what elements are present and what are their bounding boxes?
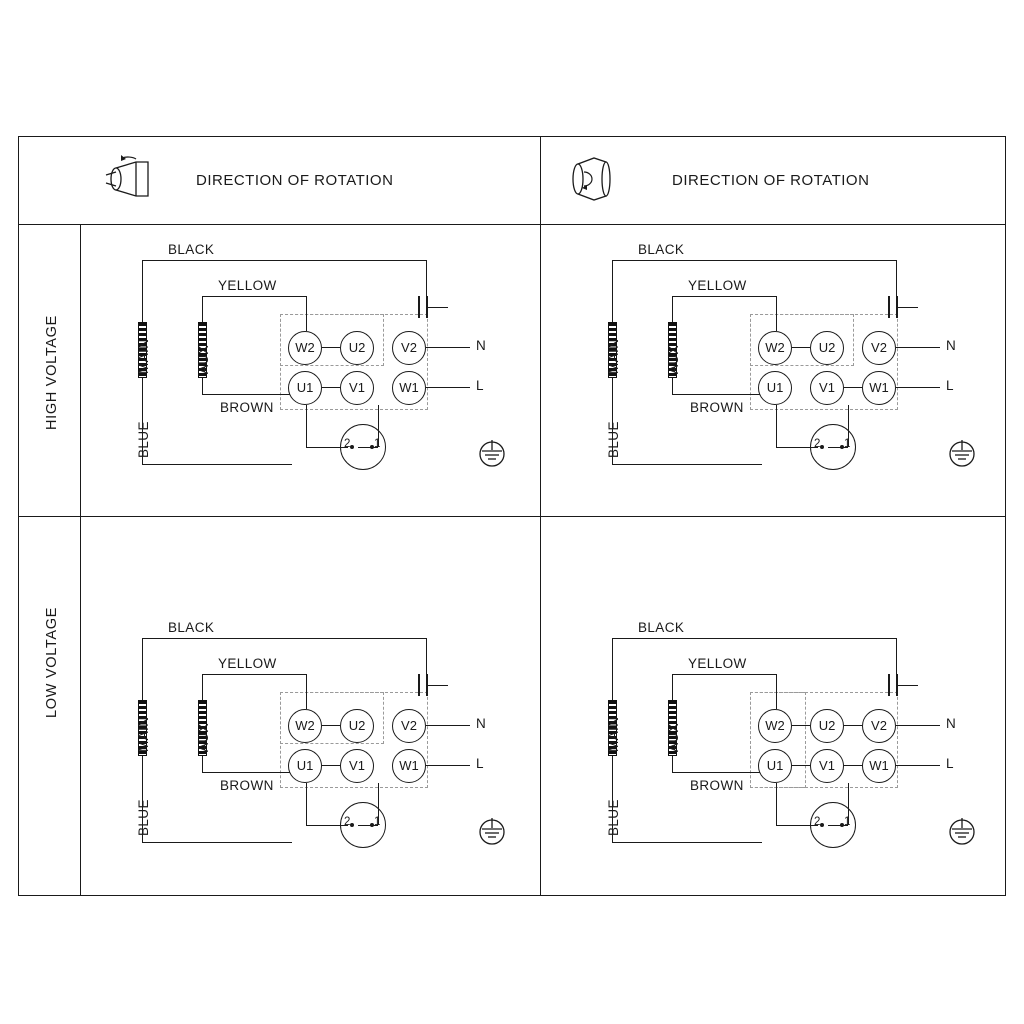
label-blue: BLUE: [606, 799, 621, 836]
link-u2-v2: [844, 725, 862, 726]
wire-yellow-drop: [672, 674, 673, 700]
terminal-u2[interactable]: U2: [810, 709, 844, 743]
terminal-u2[interactable]: U2: [340, 709, 374, 743]
switch-label-2: 2: [344, 438, 351, 450]
wire-yellow-drop: [202, 296, 203, 322]
label-line: L: [476, 756, 484, 771]
switch-wire-left-h: [306, 447, 348, 448]
switch-wire-left: [306, 405, 307, 447]
label-line: L: [476, 378, 484, 393]
wire-brown-rise: [672, 378, 673, 394]
wire-blue: [612, 464, 762, 465]
label-blue: BLUE: [136, 421, 151, 458]
wire-yellow-to-u2: [306, 674, 307, 709]
label-yellow: YELLOW: [218, 656, 277, 671]
switch-contact-dot-2: [820, 823, 824, 827]
label-black: BLACK: [638, 620, 685, 635]
switch-wire-left: [776, 783, 777, 825]
earth-ground-symbol: [944, 812, 980, 848]
capacitor-symbol: [418, 674, 448, 698]
lead-line: [896, 387, 940, 388]
terminal-v2[interactable]: V2: [392, 709, 426, 743]
lead-line: [426, 387, 470, 388]
wire-brown: [202, 394, 294, 395]
switch-label-1: 1: [374, 438, 381, 450]
label-neutral: N: [946, 716, 956, 731]
wire-brown-rise: [202, 756, 203, 772]
label-brown: BROWN: [220, 400, 274, 415]
terminal-v1[interactable]: V1: [810, 749, 844, 783]
aux-winding-label: AUX: [196, 723, 211, 752]
row-label-low-voltage: LOW VOLTAGE: [44, 606, 60, 718]
wire-yellow-to-u2: [776, 674, 777, 709]
label-black: BLACK: [168, 242, 215, 257]
motor-shaft-ccw-icon: [96, 152, 166, 206]
wire-brown: [672, 394, 764, 395]
label-yellow: YELLOW: [688, 278, 747, 293]
earth-ground-symbol: [474, 434, 510, 470]
capacitor-symbol: [888, 674, 918, 698]
terminal-u1[interactable]: U1: [288, 371, 322, 405]
motor-shaft-cw-icon: [548, 152, 618, 206]
aux-winding-label: AUX: [666, 723, 681, 752]
label-neutral: N: [946, 338, 956, 353]
switch-label-2: 2: [814, 438, 821, 450]
switch-wire-left: [306, 783, 307, 825]
table-divider-columns: [540, 136, 541, 896]
wire-brown-rise: [202, 378, 203, 394]
switch-wire-left-h: [776, 447, 818, 448]
main-winding-label: MAIN: [606, 716, 621, 752]
label-neutral: N: [476, 716, 486, 731]
switch-wire-left: [776, 405, 777, 447]
wire-yellow-to-u2: [306, 296, 307, 331]
terminal-w2[interactable]: W2: [288, 331, 322, 365]
label-black: BLACK: [638, 242, 685, 257]
switch-label-2: 2: [344, 816, 351, 828]
terminal-u1[interactable]: U1: [288, 749, 322, 783]
lead-line: [896, 765, 940, 766]
wire-yellow: [202, 296, 306, 297]
header-label-right: DIRECTION OF ROTATION: [672, 172, 870, 189]
diagram-low-voltage-cw: [566, 614, 1006, 894]
terminal-v2[interactable]: V2: [862, 331, 896, 365]
row-label-gutter-divider: [80, 224, 81, 896]
link-u1-v1: [322, 387, 340, 388]
wire-yellow-to-u2: [776, 296, 777, 331]
switch-contact-dot-2: [820, 445, 824, 449]
main-winding-label: MAIN: [136, 716, 151, 752]
wire-black-drop: [612, 260, 613, 322]
wire-brown-rise: [672, 756, 673, 772]
link-v1-w1: [844, 765, 862, 766]
switch-label-1: 1: [844, 816, 851, 828]
label-blue: BLUE: [606, 421, 621, 458]
link-u1-v1: [792, 765, 810, 766]
terminal-u2[interactable]: U2: [810, 331, 844, 365]
terminal-u2[interactable]: U2: [340, 331, 374, 365]
link-w2-u2: [322, 347, 340, 348]
lead-line: [426, 765, 470, 766]
wire-black: [142, 638, 426, 639]
table-divider-header: [18, 224, 1006, 225]
diagram-low-voltage-ccw: [96, 614, 536, 894]
diagram-high-voltage-ccw: [96, 236, 536, 516]
aux-winding-label: AUX: [196, 345, 211, 374]
terminal-w2[interactable]: W2: [758, 331, 792, 365]
link-w2-u2: [792, 725, 810, 726]
switch-contact-dot-2: [350, 445, 354, 449]
wire-brown: [202, 772, 294, 773]
label-yellow: YELLOW: [688, 656, 747, 671]
terminal-v1[interactable]: V1: [810, 371, 844, 405]
terminal-w1[interactable]: W1: [862, 371, 896, 405]
label-blue: BLUE: [136, 799, 151, 836]
label-brown: BROWN: [690, 778, 744, 793]
earth-ground-symbol: [944, 434, 980, 470]
aux-winding-label: AUX: [666, 345, 681, 374]
switch-wire-left-h: [306, 825, 348, 826]
link-w2-u2: [792, 347, 810, 348]
wire-yellow-drop: [672, 296, 673, 322]
wire-black-drop: [612, 638, 613, 700]
switch-wire-left-h: [776, 825, 818, 826]
wire-yellow-drop: [202, 674, 203, 700]
lead-neutral: [426, 725, 470, 726]
switch-label-1: 1: [844, 438, 851, 450]
terminal-w2[interactable]: W2: [288, 709, 322, 743]
wire-blue: [612, 842, 762, 843]
wire-black-drop: [142, 638, 143, 700]
terminal-v1[interactable]: V1: [340, 371, 374, 405]
terminal-w1[interactable]: W1: [392, 371, 426, 405]
lead-neutral: [426, 347, 470, 348]
label-neutral: N: [476, 338, 486, 353]
wire-black: [612, 638, 896, 639]
terminal-w1[interactable]: W1: [392, 749, 426, 783]
terminal-u1[interactable]: U1: [758, 371, 792, 405]
terminal-w1[interactable]: W1: [862, 749, 896, 783]
wire-black-drop: [142, 260, 143, 322]
wire-brown: [672, 772, 764, 773]
terminal-v2[interactable]: V2: [862, 709, 896, 743]
wire-yellow: [672, 296, 776, 297]
lead-neutral: [896, 725, 940, 726]
wire-blue: [142, 464, 292, 465]
label-brown: BROWN: [690, 400, 744, 415]
label-brown: BROWN: [220, 778, 274, 793]
terminal-w2[interactable]: W2: [758, 709, 792, 743]
main-winding-label: MAIN: [606, 338, 621, 374]
wire-black: [612, 260, 896, 261]
main-winding-label: MAIN: [136, 338, 151, 374]
diagram-high-voltage-cw: [566, 236, 1006, 516]
lead-neutral: [896, 347, 940, 348]
capacitor-symbol: [888, 296, 918, 320]
label-line: L: [946, 756, 954, 771]
link-v1-w1: [844, 387, 862, 388]
wire-yellow: [202, 674, 306, 675]
label-black: BLACK: [168, 620, 215, 635]
label-yellow: YELLOW: [218, 278, 277, 293]
header-label-left: DIRECTION OF ROTATION: [196, 172, 394, 189]
label-line: L: [946, 378, 954, 393]
switch-label-2: 2: [814, 816, 821, 828]
capacitor-symbol: [418, 296, 448, 320]
terminal-v1[interactable]: V1: [340, 749, 374, 783]
table-divider-rows: [18, 516, 1006, 517]
wire-blue: [142, 842, 292, 843]
terminal-v2[interactable]: V2: [392, 331, 426, 365]
wire-black: [142, 260, 426, 261]
link-w2-u2: [322, 725, 340, 726]
wire-yellow: [672, 674, 776, 675]
earth-ground-symbol: [474, 812, 510, 848]
terminal-u1[interactable]: U1: [758, 749, 792, 783]
switch-label-1: 1: [374, 816, 381, 828]
link-u1-v1: [322, 765, 340, 766]
row-label-high-voltage: HIGH VOLTAGE: [44, 314, 60, 430]
switch-contact-dot-2: [350, 823, 354, 827]
